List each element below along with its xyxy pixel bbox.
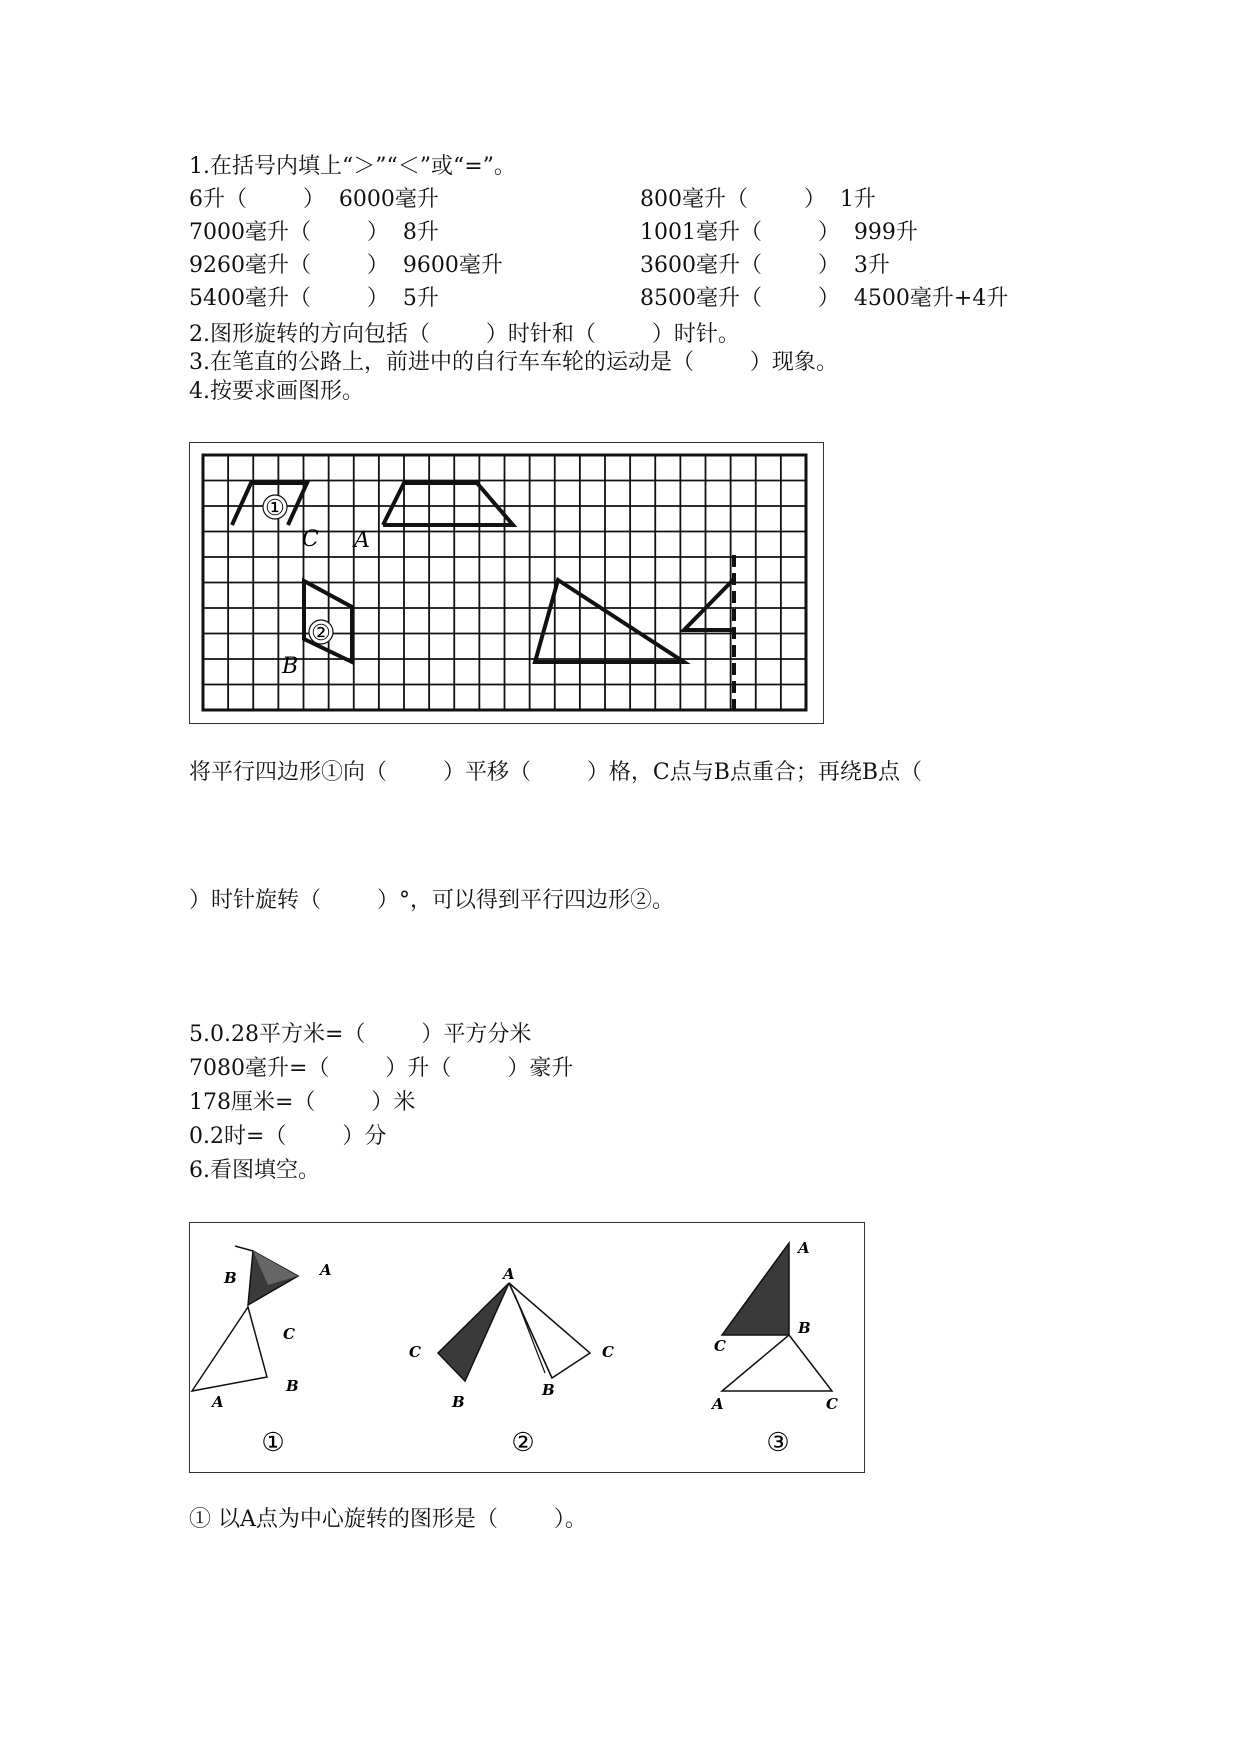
fig1-label-c: C bbox=[283, 1325, 295, 1343]
half-triangle-shape bbox=[684, 579, 734, 630]
q2-text: 2.图形旋转的方向包括（ ）时针和（ ）时针。 bbox=[189, 322, 740, 347]
q5-line2: 7080毫升=（ ）升（ ）豪升 bbox=[189, 1056, 574, 1081]
q1-row2-left: 7000毫升（ ） 8升 bbox=[189, 220, 439, 245]
q6-question1: ① 以A点为中心旋转的图形是（ ）。 bbox=[189, 1507, 587, 1532]
fig1-label-b2: B bbox=[286, 1377, 299, 1395]
fig2-label-c2: C bbox=[602, 1343, 614, 1361]
fig1-label-a2: A bbox=[212, 1393, 224, 1411]
fig1-label-a1: A bbox=[320, 1261, 332, 1279]
q5-line1: 5.0.28平方米=（ ）平方分米 bbox=[189, 1022, 532, 1047]
fig3-label-c2: C bbox=[826, 1395, 838, 1413]
grid-figure-svg bbox=[190, 443, 823, 723]
q1-title: 1.在括号内填上“＞”“＜”或“=”。 bbox=[189, 154, 516, 179]
fig2-number: ② bbox=[511, 1428, 535, 1458]
q1-row1-left: 6升（ ） 6000毫升 bbox=[189, 187, 439, 212]
q5-line4: 0.2时=（ ）分 bbox=[189, 1124, 387, 1149]
fig3-shaded-triangle bbox=[722, 1243, 789, 1335]
q4-line1: 将平行四边形①向（ ）平移（ ）格，C点与B点重合；再绕B点（ bbox=[189, 760, 923, 785]
fig1-triangle-outline bbox=[192, 1307, 267, 1391]
fig3-triangle-outline bbox=[722, 1335, 832, 1391]
fig2-triangle-a bbox=[509, 1283, 590, 1378]
q3-text: 3.在笔直的公路上，前进中的自行车车轮的运动是（ ）现象。 bbox=[189, 350, 838, 375]
fig1-number: ① bbox=[261, 1428, 285, 1458]
rotation-figure bbox=[189, 1222, 865, 1473]
fig3-number: ③ bbox=[766, 1428, 790, 1458]
q4-title: 4.按要求画图形。 bbox=[189, 379, 364, 404]
q5-line3: 178厘米=（ ）米 bbox=[189, 1090, 416, 1115]
label-point-b: B bbox=[282, 654, 299, 679]
trapezoid-shape bbox=[383, 483, 513, 525]
q1-row3-left: 9260毫升（ ） 9600毫升 bbox=[189, 253, 503, 278]
q1-row1-right: 800毫升（ ） 1升 bbox=[640, 187, 876, 212]
fig3-label-b1: B bbox=[798, 1319, 811, 1337]
label-circle-1: ① bbox=[265, 496, 285, 521]
q4-line2: ）时针旋转（ ）°，可以得到平行四边形②。 bbox=[189, 888, 674, 913]
fig2-label-b2: B bbox=[542, 1381, 555, 1399]
q1-row2-right: 1001毫升（ ） 999升 bbox=[640, 220, 918, 245]
label-point-c: C bbox=[302, 527, 319, 552]
q1-row3-right: 3600毫升（ ） 3升 bbox=[640, 253, 890, 278]
fig3-label-a2: A bbox=[712, 1395, 724, 1413]
fig2-label-a: A bbox=[503, 1265, 515, 1283]
q1-row4-left: 5400毫升（ ） 5升 bbox=[189, 286, 439, 311]
grid-figure bbox=[189, 442, 824, 724]
q1-row4-right: 8500毫升（ ） 4500毫升+4升 bbox=[640, 286, 1009, 311]
fig2-shaded-triangle bbox=[438, 1283, 509, 1381]
fig3-label-a1: A bbox=[798, 1239, 810, 1257]
fig2-label-b1: B bbox=[452, 1393, 465, 1411]
label-point-a: A bbox=[354, 528, 370, 553]
fig1-label-b1: B bbox=[224, 1269, 237, 1287]
fig2-label-c1: C bbox=[409, 1343, 421, 1361]
triangle-shape bbox=[535, 580, 684, 662]
rotation-figure-svg bbox=[190, 1223, 864, 1472]
fig3-label-c1: C bbox=[714, 1337, 726, 1355]
q6-title: 6.看图填空。 bbox=[189, 1158, 320, 1183]
label-circle-2: ② bbox=[311, 621, 331, 646]
